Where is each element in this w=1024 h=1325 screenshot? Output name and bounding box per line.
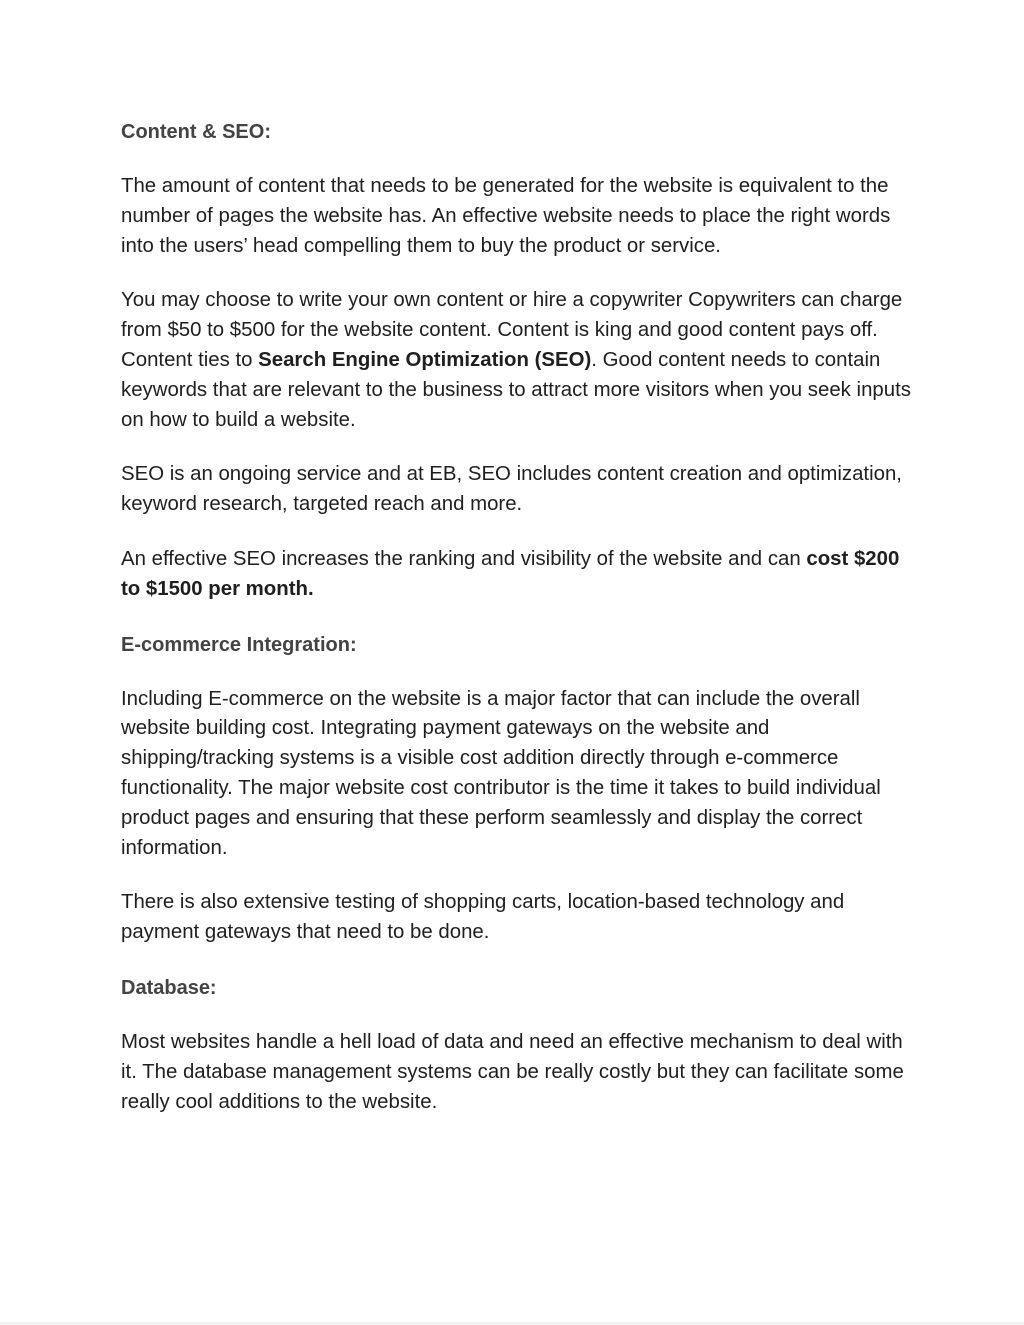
document-page (121, 117, 911, 1117)
paragraph-seo-cost-text: An effective SEO increases the ranking and visibility of the website and can (121, 547, 807, 570)
paragraph-seo-service: SEO is an ongoing service and at EB, SEO includes content creation and optimization, keyword research, targeted reach and more. (121, 463, 902, 516)
paragraph-database: Most websites handle a hell load of data and need an effective mechanism to deal with it. The database management systems can be really costly but they can facilitate some really cool additions to the website. (121, 1030, 904, 1113)
paragraph-content-amount: The amount of content that needs to be generated for the website is equivalent to the number of pages the website has. An effective website needs to place the right words into the users’ head compelling them to buy the product or service. (121, 175, 891, 257)
seo-cost-bold: cost $200 to $1500 per month. (121, 547, 900, 600)
paragraph-copywriter (121, 286, 911, 435)
section-heading-content-seo: Content & SEO: (121, 121, 271, 143)
paragraph-ecommerce-cost: Including E-commerce on the website is a major factor that can include the overall website building cost. Integrating payment gateways on the website and shipping/tracking systems is a visible cost addition directly through e-commerce functionality. The major website cost contributor is the time it takes to build individual product pages and ensuring that these perform seamlessly and display the correct information. (121, 687, 881, 859)
paragraph-copywriter-text-2: . Good content needs to contain keywords that are relevant to the business to attract more visitors when you seek inputs on how to build a website. (121, 348, 911, 431)
section-heading-ecommerce: E-commerce Integration: (121, 633, 357, 656)
paragraph-ecommerce-testing: There is also extensive testing of shopping carts, location-based technology and payment gateways that need to be done. (121, 891, 845, 944)
paragraph-seo-cost (121, 545, 911, 605)
seo-bold-term: Search Engine Optimization (SEO) (258, 348, 592, 371)
section-heading-database: Database: (121, 976, 217, 999)
paragraph-copywriter-text-1: You may choose to write your own content or hire a copywriter Copywriters can charge from $50 to $500 for the website content. Content is king and good content pays off. Content ties to (121, 289, 903, 371)
